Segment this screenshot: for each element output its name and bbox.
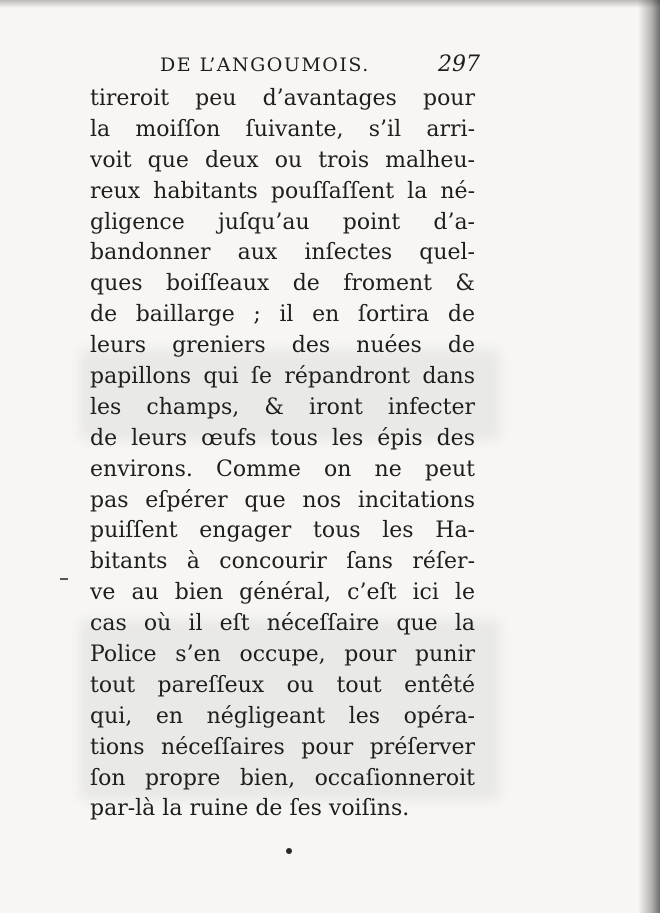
text-line: ſon propre bien, occaſionneroit [90,765,475,791]
body-text [90,84,475,825]
text-line: ques boiſſeaux de froment & [90,271,475,297]
text-line: gligence juſqu’au point d’a- [90,209,475,235]
text-line: reux habitants pouſſaſſent la né- [90,178,475,204]
text-line: la moiſſon ſuivante, s’il arri- [90,116,475,142]
signature-dot [286,848,292,854]
text-line: les champs, & iront infecter [90,394,475,420]
text-line: tireroit peu d’avantages pour [90,86,475,111]
text-line: pas eſpérer que nos incitations [90,487,475,513]
page-top-edge [0,0,660,8]
text-line: cas où il eſt néceſſaire que la [90,611,475,637]
text-line: ve au bien général, c’eſt ici le [90,580,475,606]
text-line: leurs greniers des nuées de [90,333,475,359]
running-title: DE L’ANGOUMOIS. [160,54,370,76]
margin-mark [60,578,68,580]
text-line: voit que deux ou trois malheu- [90,147,475,173]
text-line: de baillarge ; il en ſortira de [90,302,475,328]
page-right-edge [638,0,660,913]
text-line: Police s’en occupe, pour punir [90,642,475,668]
page-number: 297 [438,52,480,77]
text-line: bandonner aux inſectes quel- [90,240,475,266]
text-line: papillons qui ſe répandront dans [90,364,475,390]
text-line: bitants à concourir ſans réſer- [90,549,475,575]
text-line: tions néceſſaires pour préſerver [90,734,475,760]
page-header [160,52,480,84]
text-line: qui, en négligeant les opéra- [90,703,475,729]
text-line: puiſſent engager tous les Ha- [90,518,475,544]
text-line: par-là la ruine de ſes voiſins. [90,796,410,822]
text-line: tout pareſſeux ou tout entêté [90,672,475,698]
text-line: de leurs œufs tous les épis des [90,425,475,451]
text-line: environs. Comme on ne peut [90,456,475,482]
